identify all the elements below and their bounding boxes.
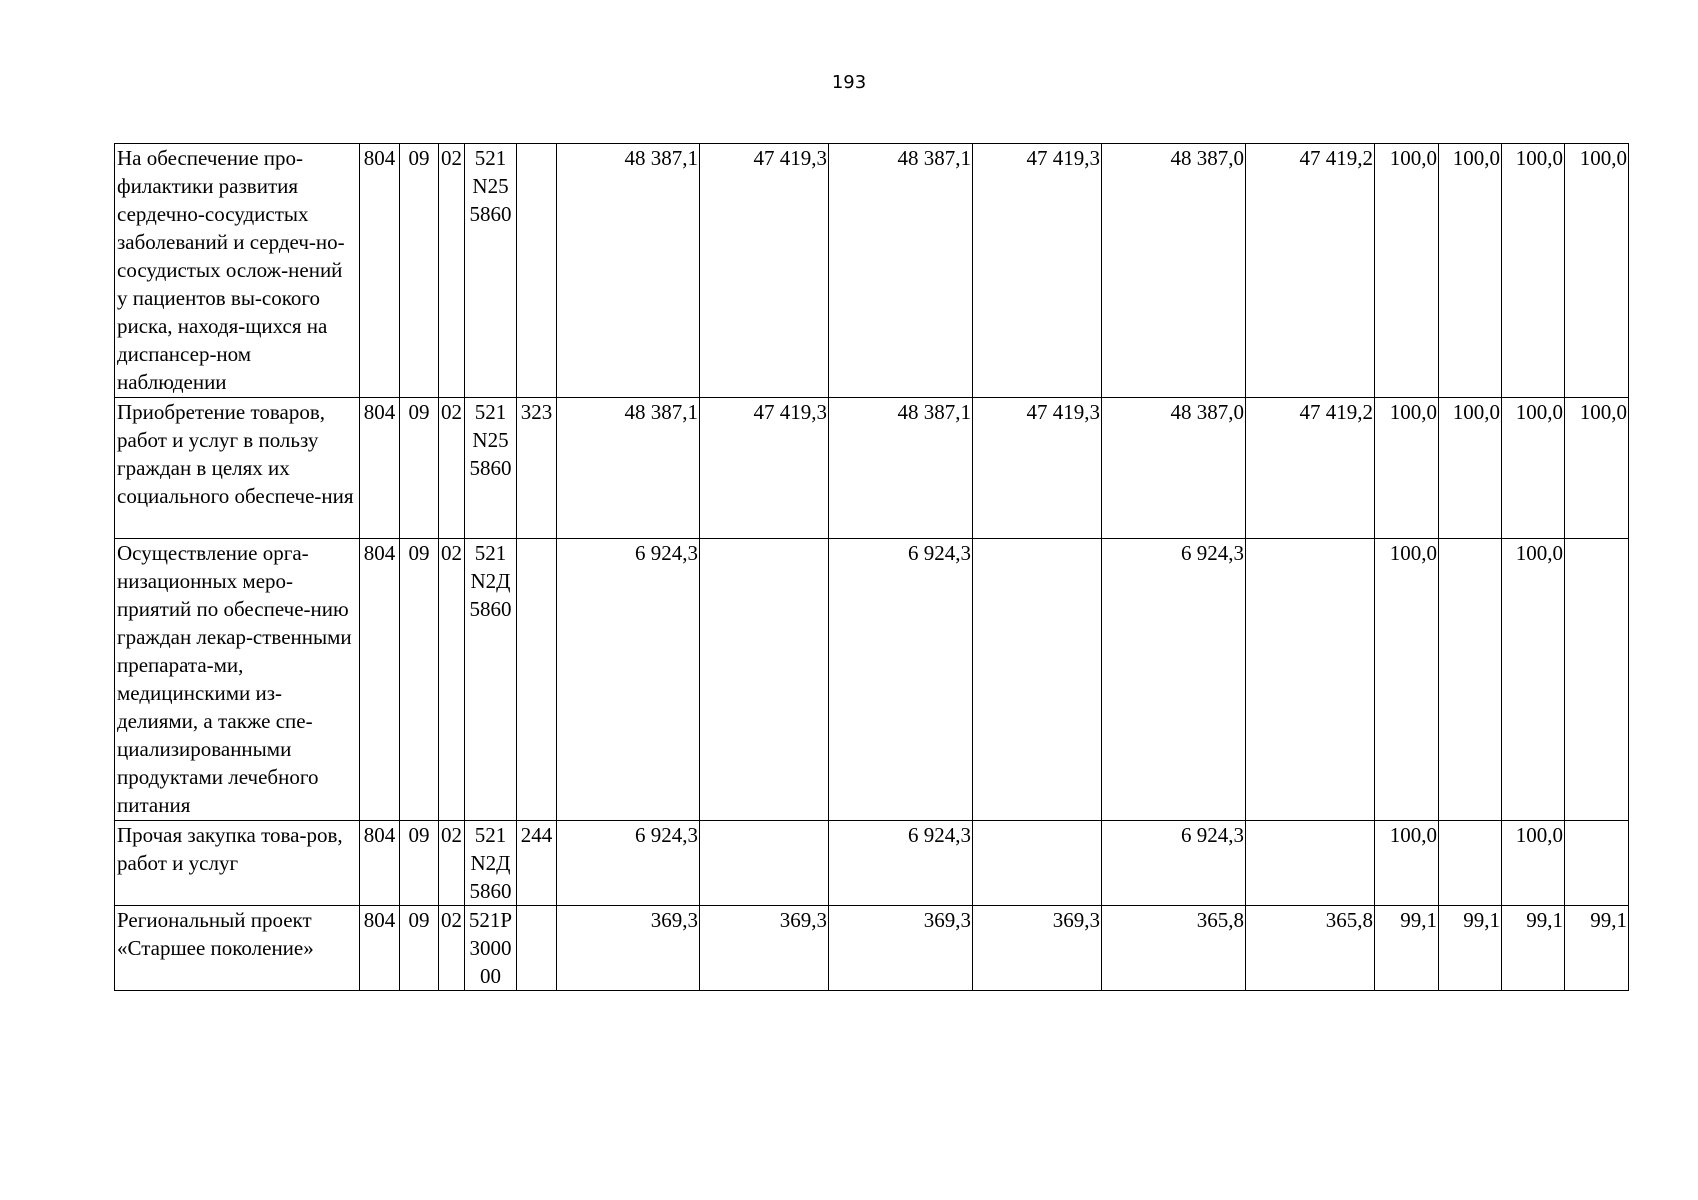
table-row [115, 398, 1629, 539]
section-code: 09 [400, 906, 439, 991]
percent-3: 100,0 [1502, 144, 1565, 398]
subsection-code: 02 [439, 821, 465, 906]
expense-type-code: 323 [517, 398, 557, 539]
target-article-code: 521 N25 5860 [465, 398, 517, 539]
value-6: 47 419,2 [1246, 144, 1375, 398]
percent-3: 99,1 [1502, 906, 1565, 991]
percent-3: 100,0 [1502, 539, 1565, 821]
subsection-code: 02 [439, 398, 465, 539]
value-2: 47 419,3 [700, 398, 829, 539]
percent-1: 100,0 [1375, 144, 1439, 398]
percent-2: 99,1 [1439, 906, 1502, 991]
percent-3: 100,0 [1502, 398, 1565, 539]
subsection-code: 02 [439, 539, 465, 821]
percent-2 [1439, 539, 1502, 821]
table-row [115, 906, 1629, 991]
expense-type-code: 244 [517, 821, 557, 906]
table-body [115, 144, 1629, 991]
budget-table [114, 143, 1629, 991]
percent-2 [1439, 821, 1502, 906]
grbs-code: 804 [360, 821, 400, 906]
value-6: 47 419,2 [1246, 398, 1375, 539]
percent-2: 100,0 [1439, 144, 1502, 398]
grbs-code: 804 [360, 398, 400, 539]
value-5: 48 387,0 [1102, 398, 1246, 539]
section-code: 09 [400, 821, 439, 906]
percent-1: 100,0 [1375, 821, 1439, 906]
value-1: 48 387,1 [557, 144, 700, 398]
percent-4 [1565, 821, 1629, 906]
percent-1: 99,1 [1375, 906, 1439, 991]
grbs-code: 804 [360, 906, 400, 991]
value-4: 47 419,3 [973, 144, 1102, 398]
target-article-code: 521P 3000 00 [465, 906, 517, 991]
value-6 [1246, 821, 1375, 906]
value-1: 6 924,3 [557, 539, 700, 821]
grbs-code: 804 [360, 539, 400, 821]
value-6: 365,8 [1246, 906, 1375, 991]
target-article-code: 521 N2Д 5860 [465, 539, 517, 821]
percent-1: 100,0 [1375, 398, 1439, 539]
percent-3: 100,0 [1502, 821, 1565, 906]
row-name: Приобретение товаров, работ и услуг в пользу граждан в целях их социального обеспече-ния [115, 398, 360, 539]
subsection-code: 02 [439, 906, 465, 991]
value-2: 369,3 [700, 906, 829, 991]
value-3: 6 924,3 [829, 539, 973, 821]
percent-1: 100,0 [1375, 539, 1439, 821]
value-1: 48 387,1 [557, 398, 700, 539]
value-5: 48 387,0 [1102, 144, 1246, 398]
expense-type-code [517, 539, 557, 821]
row-name: На обеспечение про-филактики развития сердечно-сосудистых заболеваний и сердеч-но-сосудистых ослож-нений у пациентов вы-сокого риска, находя-щихся на диспансер-ном наблюдении [115, 144, 360, 398]
page-number: 193 [831, 72, 867, 93]
value-2 [700, 539, 829, 821]
value-2: 47 419,3 [700, 144, 829, 398]
target-article-code: 521 N25 5860 [465, 144, 517, 398]
percent-4: 100,0 [1565, 144, 1629, 398]
grbs-code: 804 [360, 144, 400, 398]
value-5: 6 924,3 [1102, 821, 1246, 906]
value-3: 48 387,1 [829, 144, 973, 398]
expense-type-code [517, 144, 557, 398]
table-row [115, 539, 1629, 821]
percent-2: 100,0 [1439, 398, 1502, 539]
percent-4: 100,0 [1565, 398, 1629, 539]
value-3: 48 387,1 [829, 398, 973, 539]
value-5: 365,8 [1102, 906, 1246, 991]
row-name: Региональный проект «Старшее поколение» [115, 906, 360, 991]
percent-4 [1565, 539, 1629, 821]
percent-4: 99,1 [1565, 906, 1629, 991]
row-name: Прочая закупка това-ров, работ и услуг [115, 821, 360, 906]
value-3: 369,3 [829, 906, 973, 991]
section-code: 09 [400, 398, 439, 539]
value-4: 47 419,3 [973, 398, 1102, 539]
subsection-code: 02 [439, 144, 465, 398]
target-article-code: 521 N2Д 5860 [465, 821, 517, 906]
value-4: 369,3 [973, 906, 1102, 991]
table-row [115, 144, 1629, 398]
value-4 [973, 539, 1102, 821]
section-code: 09 [400, 144, 439, 398]
value-1: 369,3 [557, 906, 700, 991]
value-1: 6 924,3 [557, 821, 700, 906]
value-5: 6 924,3 [1102, 539, 1246, 821]
expense-type-code [517, 906, 557, 991]
section-code: 09 [400, 539, 439, 821]
value-2 [700, 821, 829, 906]
row-name: Осуществление орга-низационных меро-приятий по обеспече-нию граждан лекар-ственными препарата-ми, медицинскими из-делиями, а также спе-циализированными продуктами лечебного питания [115, 539, 360, 821]
value-6 [1246, 539, 1375, 821]
table-row [115, 821, 1629, 906]
value-4 [973, 821, 1102, 906]
value-3: 6 924,3 [829, 821, 973, 906]
